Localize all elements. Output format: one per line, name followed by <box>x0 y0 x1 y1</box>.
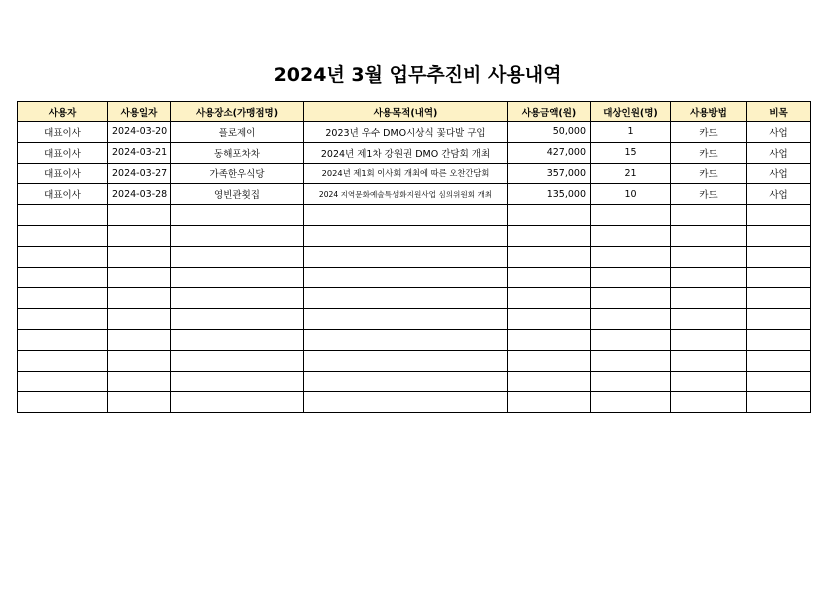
empty-cell <box>591 371 671 392</box>
empty-cell <box>171 246 304 267</box>
cell-method: 카드 <box>671 122 747 143</box>
col-header-purpose: 사용목적(내역) <box>304 102 508 122</box>
empty-cell <box>171 225 304 246</box>
cell-place: 플로제이 <box>171 122 304 143</box>
empty-cell <box>508 205 591 226</box>
empty-cell <box>18 350 108 371</box>
empty-cell <box>508 350 591 371</box>
empty-cell <box>108 205 171 226</box>
table-row <box>18 122 811 143</box>
empty-cell <box>508 392 591 413</box>
empty-cell <box>304 371 508 392</box>
empty-cell <box>671 205 747 226</box>
empty-cell <box>304 329 508 350</box>
empty-cell <box>108 267 171 288</box>
cell-method: 카드 <box>671 184 747 205</box>
empty-cell <box>508 309 591 330</box>
col-header-amount: 사용금액(원) <box>508 102 591 122</box>
empty-cell <box>18 329 108 350</box>
empty-cell <box>747 246 811 267</box>
empty-cell <box>108 225 171 246</box>
empty-cell <box>591 205 671 226</box>
page-title: 2024년 3월 업무추진비 사용내역 <box>273 64 562 86</box>
empty-cell <box>108 329 171 350</box>
empty-row <box>18 288 811 309</box>
cell-item: 사업 <box>747 163 811 184</box>
empty-cell <box>747 225 811 246</box>
empty-cell <box>108 392 171 413</box>
empty-row <box>18 392 811 413</box>
empty-cell <box>671 371 747 392</box>
cell-people: 15 <box>591 142 671 163</box>
empty-cell <box>18 205 108 226</box>
empty-cell <box>508 371 591 392</box>
empty-cell <box>18 309 108 330</box>
empty-cell <box>747 205 811 226</box>
cell-date: 2024-03-28 <box>108 184 171 205</box>
empty-cell <box>671 309 747 330</box>
empty-cell <box>171 205 304 226</box>
empty-cell <box>108 309 171 330</box>
empty-row <box>18 309 811 330</box>
col-header-user: 사용자 <box>18 102 108 122</box>
empty-row <box>18 371 811 392</box>
empty-cell <box>108 350 171 371</box>
cell-amount: 50,000 <box>508 122 591 143</box>
empty-row <box>18 246 811 267</box>
empty-cell <box>18 371 108 392</box>
table-row <box>18 184 811 205</box>
cell-method: 카드 <box>671 163 747 184</box>
empty-cell <box>108 371 171 392</box>
empty-cell <box>304 392 508 413</box>
empty-cell <box>171 371 304 392</box>
empty-cell <box>304 350 508 371</box>
empty-cell <box>747 329 811 350</box>
empty-cell <box>591 267 671 288</box>
empty-cell <box>18 392 108 413</box>
cell-purpose: 2024년 제1차 강원권 DMO 간담회 개최 <box>304 142 508 163</box>
empty-cell <box>671 329 747 350</box>
cell-place: 영빈관횟집 <box>171 184 304 205</box>
cell-date: 2024-03-20 <box>108 122 171 143</box>
cell-people: 10 <box>591 184 671 205</box>
cell-method: 카드 <box>671 142 747 163</box>
empty-cell <box>171 392 304 413</box>
empty-cell <box>747 309 811 330</box>
empty-cell <box>171 329 304 350</box>
empty-cell <box>671 350 747 371</box>
empty-cell <box>671 246 747 267</box>
empty-cell <box>591 225 671 246</box>
empty-cell <box>671 392 747 413</box>
cell-purpose: 2023년 우수 DMO시상식 꽃다발 구입 <box>304 122 508 143</box>
empty-row <box>18 267 811 288</box>
col-header-people: 대상인원(명) <box>591 102 671 122</box>
cell-user: 대표이사 <box>18 184 108 205</box>
col-header-method: 사용방법 <box>671 102 747 122</box>
empty-cell <box>671 267 747 288</box>
empty-cell <box>747 350 811 371</box>
col-header-place: 사용장소(가맹점명) <box>171 102 304 122</box>
empty-cell <box>108 288 171 309</box>
cell-place: 가족한우식당 <box>171 163 304 184</box>
empty-cell <box>508 267 591 288</box>
empty-cell <box>18 225 108 246</box>
cell-item: 사업 <box>747 184 811 205</box>
empty-cell <box>747 288 811 309</box>
empty-cell <box>18 267 108 288</box>
empty-cell <box>508 329 591 350</box>
empty-cell <box>747 392 811 413</box>
empty-cell <box>747 371 811 392</box>
empty-cell <box>304 225 508 246</box>
col-header-date: 사용일자 <box>108 102 171 122</box>
empty-cell <box>304 246 508 267</box>
empty-cell <box>508 246 591 267</box>
cell-purpose: 2024년 제1회 이사회 개최에 따른 오찬간담회 <box>304 163 508 184</box>
cell-user: 대표이사 <box>18 163 108 184</box>
cell-item: 사업 <box>747 122 811 143</box>
empty-cell <box>171 350 304 371</box>
cell-date: 2024-03-27 <box>108 163 171 184</box>
empty-cell <box>671 225 747 246</box>
empty-cell <box>508 225 591 246</box>
empty-cell <box>591 329 671 350</box>
empty-cell <box>304 267 508 288</box>
empty-cell <box>304 309 508 330</box>
table-row <box>18 163 811 184</box>
empty-cell <box>18 246 108 267</box>
empty-cell <box>671 288 747 309</box>
col-header-item: 비목 <box>747 102 811 122</box>
cell-people: 21 <box>591 163 671 184</box>
empty-cell <box>747 267 811 288</box>
cell-date: 2024-03-21 <box>108 142 171 163</box>
empty-row <box>18 350 811 371</box>
empty-cell <box>591 309 671 330</box>
empty-cell <box>304 205 508 226</box>
cell-amount: 135,000 <box>508 184 591 205</box>
empty-cell <box>508 288 591 309</box>
header-row <box>18 102 811 122</box>
empty-cell <box>591 350 671 371</box>
empty-cell <box>591 392 671 413</box>
cell-people: 1 <box>591 122 671 143</box>
empty-cell <box>171 309 304 330</box>
empty-cell <box>591 288 671 309</box>
cell-user: 대표이사 <box>18 122 108 143</box>
cell-item: 사업 <box>747 142 811 163</box>
empty-row <box>18 205 811 226</box>
cell-purpose: 2024 지역문화예술특성화지원사업 심의위원회 개최 <box>304 184 508 205</box>
empty-row <box>18 225 811 246</box>
empty-cell <box>171 288 304 309</box>
empty-cell <box>171 267 304 288</box>
empty-cell <box>591 246 671 267</box>
empty-row <box>18 329 811 350</box>
expense-table <box>17 101 811 413</box>
cell-amount: 357,000 <box>508 163 591 184</box>
empty-cell <box>304 288 508 309</box>
cell-amount: 427,000 <box>508 142 591 163</box>
empty-cell <box>18 288 108 309</box>
table-row <box>18 142 811 163</box>
cell-user: 대표이사 <box>18 142 108 163</box>
cell-place: 동해포차차 <box>171 142 304 163</box>
empty-cell <box>108 246 171 267</box>
